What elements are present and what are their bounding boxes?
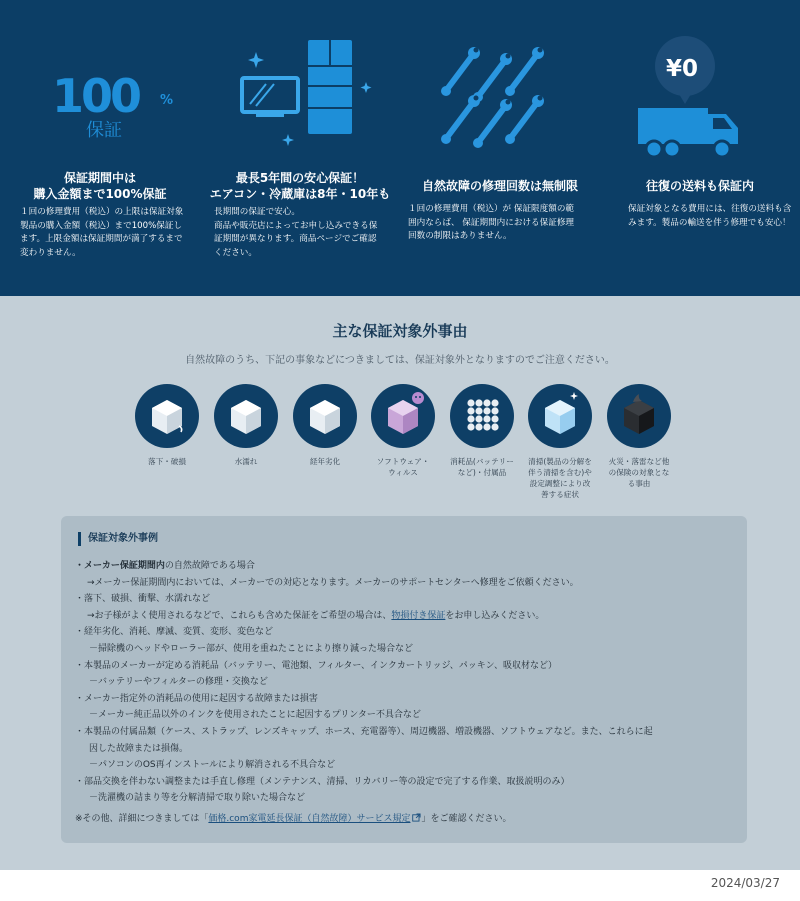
reason-label: 消耗品(バッテリー など)・付属品 [450,457,514,477]
examples-list [75,558,735,828]
list-item: 因した故障または損傷。 [89,743,189,754]
list-item: ・経年劣化、消耗、摩滅、変質、変形、変色など [75,627,274,638]
wrench-icon [400,28,600,168]
reason-water-damage [213,384,279,467]
feature-description: １回の修理費用（税込）が 保証限度額の範 囲内ならば、 保証期間内における保証修理 回数の制限はありません。 [408,204,575,241]
list-item: ・本製品の付属品類（ケース、ストラップ、レンズキャップ、ホース、充電器等）、周辺機器、増設機器、ソフトウェアなど。また、これらに起 [75,726,653,737]
reason-label: 清掃(製品の分解を 伴う清掃を含む)や 設定調整により改 善する症状 [528,457,592,499]
exclusions-section [0,296,800,870]
aging-icon [293,384,357,448]
list-item: ・部品交換を伴わない調整または手直し修理（メンテナンス、清掃、リカバリー等の設定で完了する作業、取扱説明のみ） [75,776,570,787]
reason-disaster [606,384,672,489]
reason-label: 経年劣化 [309,457,341,466]
disaster-icon [607,384,671,448]
feature-100-percent [0,0,200,296]
delivery-truck-icon [600,28,800,168]
guarantee-features-banner [0,0,800,296]
drop-damage-icon [135,384,199,448]
reason-software-virus [370,384,436,478]
consumables-icon [450,384,514,448]
reason-aging [292,384,358,467]
list-item: －洗濯機の詰まり等を分解清掃で取り除いた場合など [89,793,306,804]
list-item: ・本製品のメーカーが定める消耗品（バッテリー、電池類、フィルター、インクカートリッジ、パッキン、吸収材など） [75,660,557,671]
tv-fridge-icon [200,28,400,168]
feature-long-term [200,0,400,296]
feature-title: 自然故障の修理回数は無制限 [421,179,578,193]
feature-title: 往復の送料も保証内 [645,179,754,193]
section-title: 主な保証対象外事由 [332,322,468,340]
reason-cleaning [527,384,593,500]
reason-label: 火災・落雷など他 の保険の対象とな る事由 [608,457,670,488]
water-damage-icon [214,384,278,448]
badge-caption: 保証 [86,120,122,141]
reason-drop-damage [134,384,200,467]
yen-zero-label: ¥0 [666,56,699,82]
list-item: －メーカー純正品以外のインクを使用されたことに起因するプリンター不具合など [89,710,421,721]
100-percent-badge-icon [0,28,200,168]
feature-title: 最長5年間の安心保証！ エアコン・冷蔵庫は8年・10年も [209,171,391,201]
reason-label: 落下・破損 [148,457,186,466]
details-note: ※その他、詳細につきましては「価格.com家電延長保証（自然故障）サービス規定 」をご確認ください。 [75,813,512,824]
cleaning-icon [528,384,592,448]
feature-description: １回の修理費用（税込）の上限は保証対象 製品の購入金額（税込）まで100%保証し ます。上限金額は保証期間が満了するまで 変わりません。 [20,207,184,258]
feature-unlimited-repairs [400,0,600,296]
reason-label: 水濡れ [234,457,258,466]
feature-description: 長期間の保証で安心。 商品や販売店によってお申し込みできる保 証期間が異なります。商品ページでご確認 ください。 [214,207,378,258]
list-item: －掃除機のヘッドやローラー部が、使用を重ねたことにより擦り減った場合など [89,643,414,654]
feature-description: 保証対象となる費用には、往復の送料も含 みます。製品の輸送を伴う修理でも安心！ [628,204,792,228]
capture-date: 2024/03/27 [710,876,780,890]
section-subtitle: 自然故障のうち、下記の事象などにつきましては、保証対象外となりますのでご注意ください。 [185,355,615,366]
examples-title: 保証対象外事例 [78,532,158,546]
reason-label: ソフトウェア・ ウィルス [376,457,430,477]
feature-free-shipping [600,0,800,296]
badge-number: 100 [52,69,140,123]
list-item: ・メーカー指定外の消耗品の使用に起因する故障または損害 [75,693,318,704]
exclusion-examples-box [61,516,747,843]
reason-consumables [449,384,515,478]
list-item: →メーカー保証期間内においては、メーカーでの対応となります。メーカーのサポートセンターへ修理をご依頼ください。 [87,577,579,588]
feature-title: 保証期間中は 購入金額まで100%保証 [33,171,167,201]
service-terms-link[interactable]: 価格.com家電延長保証（自然故障）サービス規定 [208,813,411,824]
list-item: ・落下、破損、衝撃、水濡れなど [75,594,211,605]
list-item: －バッテリーやフィルターの修理・交換など [89,677,268,688]
damage-guarantee-link[interactable]: 物損付き保証 [391,610,446,621]
list-item: ・メーカー保証期間内の自然故障である場合 [75,561,255,571]
list-item: →お子様がよく使用されるなどで、これらも含めた保証をご希望の場合は、物損付き保証をお申し込みください。 [87,610,545,621]
software-virus-icon [371,384,435,448]
list-item: －パソコンのOS再インストールにより解消される不具合など [89,760,336,771]
badge-percent: % [160,93,174,108]
